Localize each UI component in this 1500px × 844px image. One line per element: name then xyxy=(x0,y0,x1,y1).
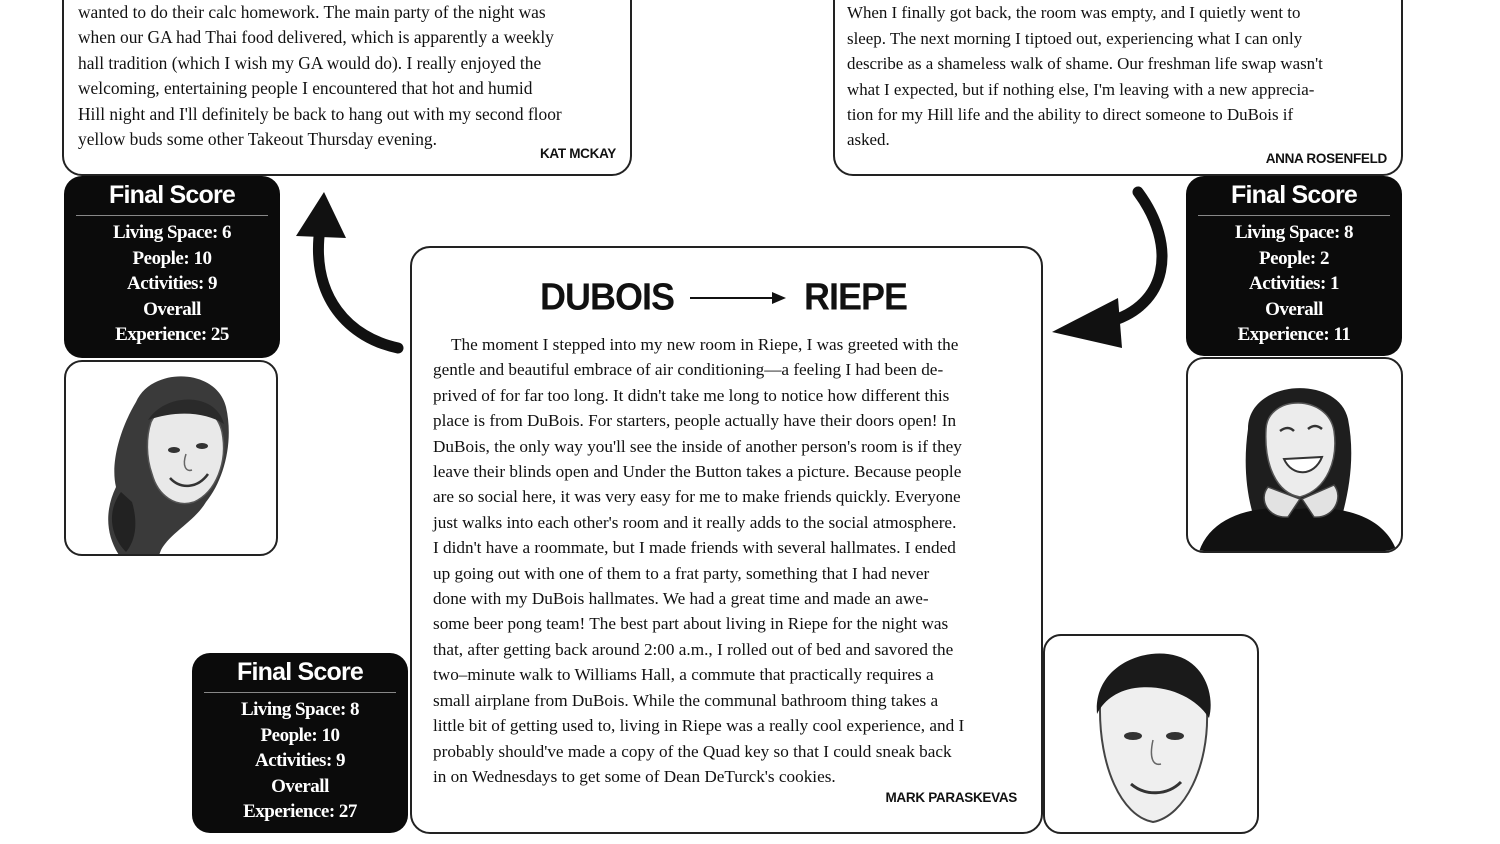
story-line: done with my DuBois hallmates. We had a great time and made an awe- xyxy=(433,589,929,609)
story-line: place is from DuBois. For starters, people actually have their doors open! In xyxy=(433,411,957,431)
portrait-woman-icon xyxy=(66,362,278,556)
curved-arrow-up-icon xyxy=(290,188,410,358)
story-line: gentle and beautiful embrace of air conditioning—a feeling I had been de- xyxy=(433,360,944,380)
center-portrait-photo xyxy=(1043,634,1259,834)
score-people: People: 10 xyxy=(132,247,212,269)
left-story-box xyxy=(62,0,632,176)
story-line: yellow buds some other Takeout Thursday evening. xyxy=(78,129,437,150)
right-byline: ANNA ROSENFELD xyxy=(1265,151,1387,166)
score-activities: Activities: 9 xyxy=(126,273,218,294)
story-line: Hill night and I'll definitely be back to hang out with my second floor xyxy=(78,103,562,124)
story-line: little bit of getting used to, living in Riepe was a really cool experience, and I xyxy=(433,716,965,736)
score-overall: Overall xyxy=(1265,298,1323,320)
portrait-girl-icon xyxy=(1188,359,1403,553)
score-activities: Activities: 9 xyxy=(254,750,346,771)
story-line: leave their blinds open and Under the Button takes a picture. Because people xyxy=(433,462,962,482)
center-byline: MARK PARASKEVAS xyxy=(885,790,1017,805)
story-line: are so social here, it was very easy for me to make friends quickly. Everyone xyxy=(433,487,961,507)
portrait-man-icon xyxy=(1045,636,1259,834)
right-final-score-panel xyxy=(1186,176,1402,356)
left-byline: KAT MCKAY xyxy=(539,146,616,161)
story-line: sleep. The next morning I tiptoed out, experiencing what I can only xyxy=(847,28,1303,48)
score-experience: Experience: 11 xyxy=(1237,324,1351,345)
right-portrait-photo xyxy=(1186,357,1403,553)
story-line: tion for my Hill life and the ability to direct someone to DuBois if xyxy=(847,105,1294,125)
final-score-title: Final Score xyxy=(1198,176,1390,216)
left-final-score-panel xyxy=(64,176,280,358)
story-line: welcoming, entertaining people I encountered that hot and humid xyxy=(78,78,533,99)
story-line: prived of for far too long. It didn't take me long to notice how different this xyxy=(433,385,950,405)
story-line: some beer pong team! The best part about living in Riepe for the night was xyxy=(433,614,949,634)
score-overall: Overall xyxy=(143,298,201,320)
story-line: hall tradition (which I wish my GA would do). I really enjoyed the xyxy=(78,52,542,73)
story-line: two–minute walk to Williams Hall, a commute that practically requires a xyxy=(433,665,934,685)
from-dorm-heading: DUBOIS xyxy=(540,274,675,318)
final-score-title: Final Score xyxy=(204,653,396,693)
left-portrait-photo xyxy=(64,360,278,556)
score-living-space: Living Space: 6 xyxy=(112,222,232,243)
story-line: just walks into each other's room and it really adds to the social atmosphere. xyxy=(433,512,957,532)
center-story-box xyxy=(410,246,1043,834)
story-line: in on Wednesdays to get some of Dean DeTurck's cookies. xyxy=(433,766,836,786)
score-experience: Experience: 27 xyxy=(243,801,357,822)
score-overall: Overall xyxy=(271,775,329,797)
score-living-space: Living Space: 8 xyxy=(1234,222,1354,243)
score-activities: Activities: 1 xyxy=(1248,273,1340,294)
curved-arrow-down-icon xyxy=(1048,186,1178,356)
bottom-final-score-panel xyxy=(192,653,408,833)
center-story-text xyxy=(433,332,1017,789)
story-line: small airplane from DuBois. While the communal bathroom thing takes a xyxy=(433,690,939,710)
right-story-text xyxy=(847,0,1387,153)
right-arrow-icon xyxy=(688,288,788,308)
score-experience: Experience: 25 xyxy=(115,324,229,345)
story-line: asked. xyxy=(847,130,890,150)
story-line: when our GA had Thai food delivered, which is apparently a weekly xyxy=(78,27,554,48)
story-line: up going out with one of them to a frat party, something that I had never xyxy=(433,563,930,583)
story-line: that, after getting back around 2:00 a.m., I rolled out of bed and savored the xyxy=(433,639,954,659)
story-line: DuBois, the only way you'll see the inside of another person's room is if they xyxy=(433,436,962,456)
left-story-text xyxy=(78,0,618,152)
story-line: The moment I stepped into my new room in Riepe, I was greeted with the xyxy=(451,335,959,354)
story-line: describe as a shameless walk of shame. Our freshman life swap wasn't xyxy=(847,54,1323,74)
story-line: probably should've made a copy of the Quad key so that I could sneak back xyxy=(433,741,952,761)
right-story-box xyxy=(833,0,1403,176)
story-line: wanted to do their calc homework. The main party of the night was xyxy=(78,2,546,22)
story-line: what I expected, but if nothing else, I'm leaving with a new apprecia- xyxy=(847,79,1315,99)
story-line: When I finally got back, the room was empty, and I quietly went to xyxy=(847,3,1301,23)
to-dorm-heading: RIEPE xyxy=(804,274,908,318)
score-people: People: 2 xyxy=(1259,247,1329,269)
story-line: I didn't have a roommate, but I made friends with several hallmates. I ended xyxy=(433,538,956,558)
final-score-title: Final Score xyxy=(76,176,268,216)
score-living-space: Living Space: 8 xyxy=(240,699,360,720)
score-people: People: 10 xyxy=(260,724,340,746)
